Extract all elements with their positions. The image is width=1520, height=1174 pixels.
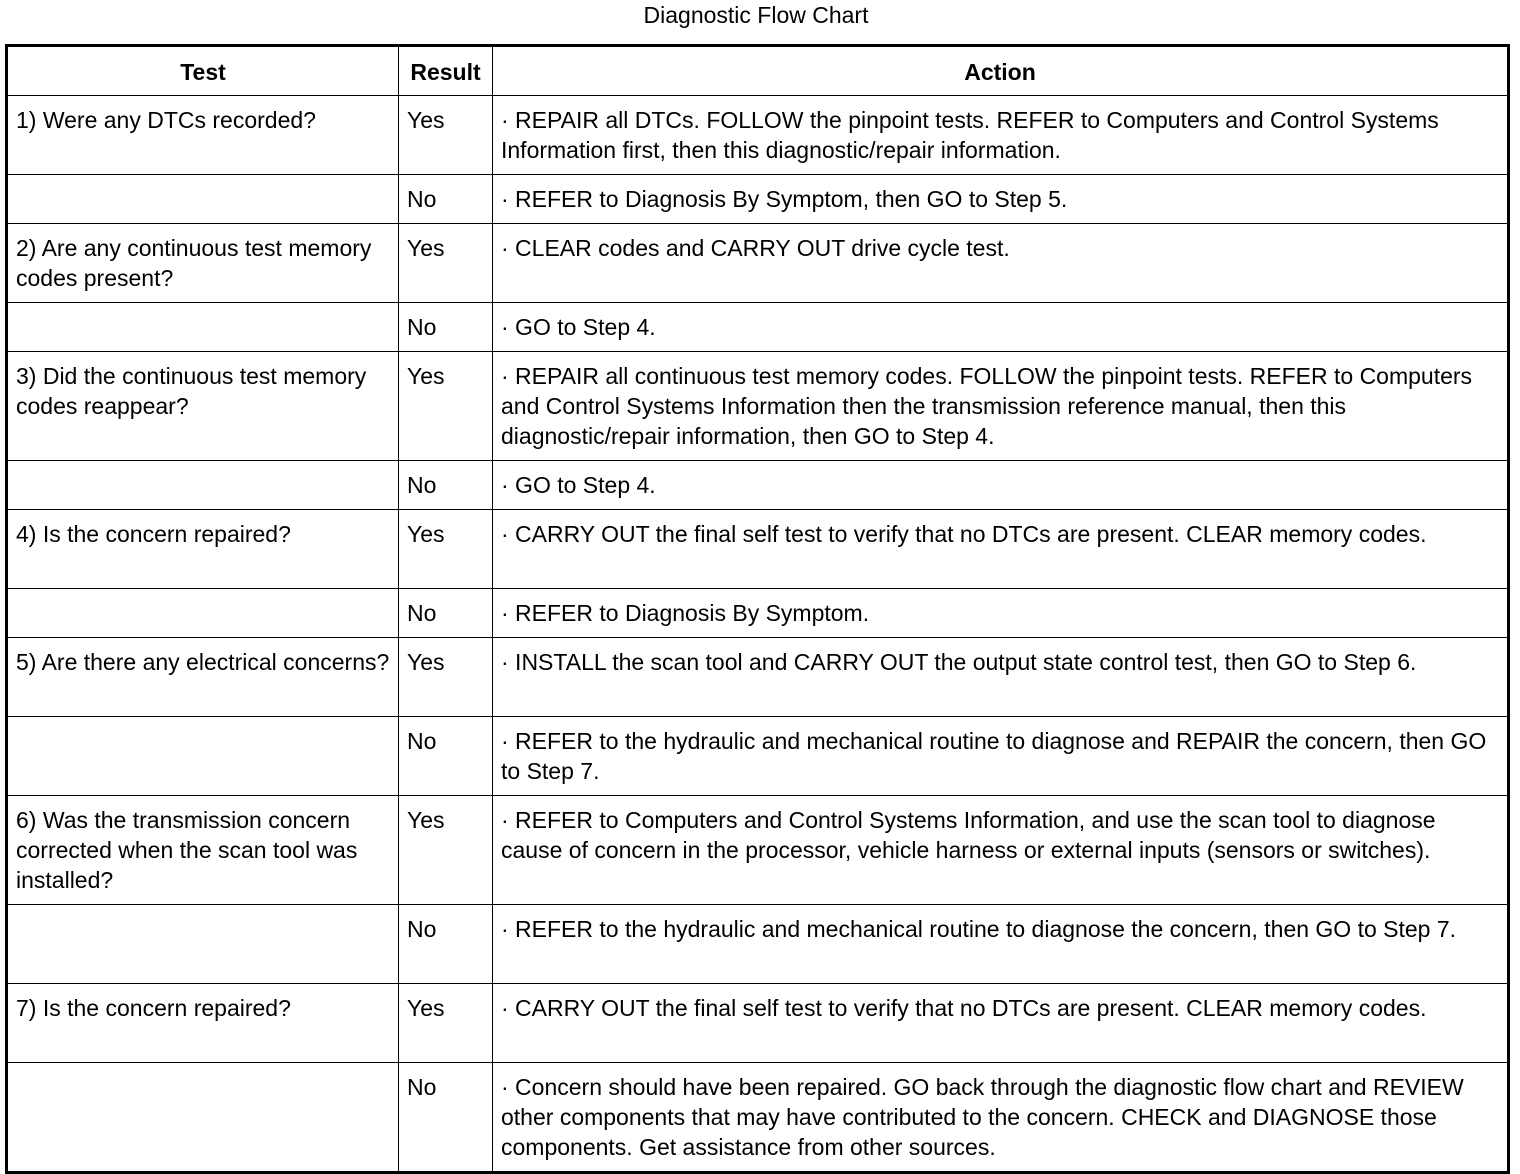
table-row (7, 796, 1509, 905)
table-row (7, 303, 1509, 352)
result-cell: No (399, 461, 493, 510)
test-cell (7, 175, 399, 224)
result-cell: No (399, 905, 493, 984)
result-cell: No (399, 175, 493, 224)
action-cell: · CARRY OUT the final self test to verify that no DTCs are present. CLEAR memory codes. (493, 510, 1509, 589)
action-cell: · REFER to Diagnosis By Symptom. (493, 589, 1509, 638)
test-cell (7, 717, 399, 796)
action-cell: · REFER to the hydraulic and mechanical routine to diagnose and REPAIR the concern, then GO to Step 7. (493, 717, 1509, 796)
action-cell: · REFER to Diagnosis By Symptom, then GO to Step 5. (493, 175, 1509, 224)
table-row (7, 717, 1509, 796)
test-cell (7, 303, 399, 352)
action-cell: · REFER to Computers and Control Systems Information, and use the scan tool to diagnose cause of concern in the processor, vehicle harness or external inputs (sensors or switches). (493, 796, 1509, 905)
table-row (7, 224, 1509, 303)
diagnostic-table (5, 44, 1510, 1174)
table-row (7, 589, 1509, 638)
action-cell: · REFER to the hydraulic and mechanical routine to diagnose the concern, then GO to Step 7. (493, 905, 1509, 984)
action-cell: · CARRY OUT the final self test to verify that no DTCs are present. CLEAR memory codes. (493, 984, 1509, 1063)
table-header-row (7, 46, 1509, 96)
action-cell: · CLEAR codes and CARRY OUT drive cycle test. (493, 224, 1509, 303)
test-cell: 6) Was the transmission concern corrected when the scan tool was installed? (7, 796, 399, 905)
table-row (7, 352, 1509, 461)
table-row (7, 638, 1509, 717)
action-cell: · INSTALL the scan tool and CARRY OUT the output state control test, then GO to Step 6. (493, 638, 1509, 717)
result-cell: Yes (399, 510, 493, 589)
action-cell: · Concern should have been repaired. GO back through the diagnostic flow chart and REVIEW other components that may have contributed to the concern. CHECK and DIAGNOSE those components. Get assistance from other sources. (493, 1063, 1509, 1173)
column-header-result: Result (399, 46, 493, 96)
table-row (7, 96, 1509, 175)
result-cell: Yes (399, 352, 493, 461)
table-row (7, 510, 1509, 589)
table-row (7, 461, 1509, 510)
column-header-action: Action (493, 46, 1509, 96)
action-cell: · GO to Step 4. (493, 303, 1509, 352)
result-cell: Yes (399, 224, 493, 303)
result-cell: Yes (399, 96, 493, 175)
test-cell: 1) Were any DTCs recorded? (7, 96, 399, 175)
result-cell: Yes (399, 638, 493, 717)
result-cell: No (399, 303, 493, 352)
test-cell (7, 589, 399, 638)
test-cell: 4) Is the concern repaired? (7, 510, 399, 589)
table-row (7, 175, 1509, 224)
result-cell: No (399, 589, 493, 638)
table-row (7, 905, 1509, 984)
test-cell: 3) Did the continuous test memory codes reappear? (7, 352, 399, 461)
result-cell: Yes (399, 796, 493, 905)
test-cell: 2) Are any continuous test memory codes present? (7, 224, 399, 303)
action-cell: · REPAIR all DTCs. FOLLOW the pinpoint tests. REFER to Computers and Control Systems Information first, then this diagnostic/repair information. (493, 96, 1509, 175)
test-cell (7, 461, 399, 510)
table-row (7, 984, 1509, 1063)
test-cell: 5) Are there any electrical concerns? (7, 638, 399, 717)
test-cell (7, 905, 399, 984)
column-header-test: Test (7, 46, 399, 96)
result-cell: Yes (399, 984, 493, 1063)
action-cell: · REPAIR all continuous test memory codes. FOLLOW the pinpoint tests. REFER to Computers and Control Systems Information then the transmission reference manual, then this diagnostic/repair information, then GO to Step 4. (493, 352, 1509, 461)
table-row (7, 1063, 1509, 1173)
page-title: Diagnostic Flow Chart (643, 2, 869, 28)
test-cell: 7) Is the concern repaired? (7, 984, 399, 1063)
action-cell: · GO to Step 4. (493, 461, 1509, 510)
test-cell (7, 1063, 399, 1173)
result-cell: No (399, 1063, 493, 1173)
result-cell: No (399, 717, 493, 796)
